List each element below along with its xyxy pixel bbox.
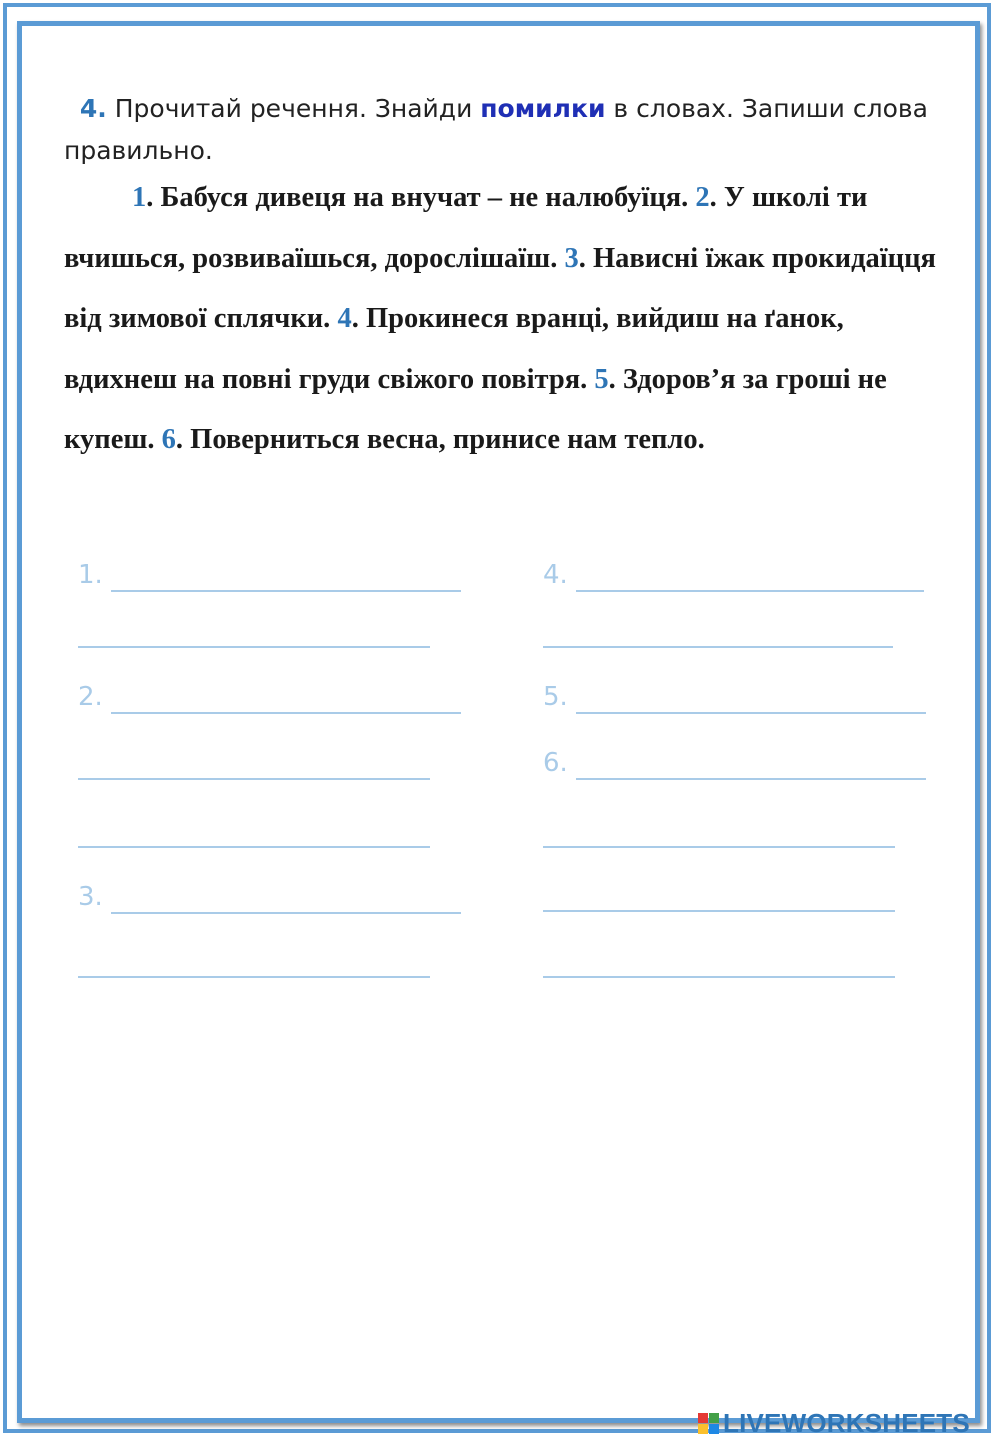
liveworksheets-logo xyxy=(698,1406,970,1440)
sentence-number: 2 xyxy=(695,182,710,213)
task-emphasis: помилки xyxy=(480,94,606,123)
answer-3 xyxy=(78,880,461,914)
sentence-text: . Поверниться весна, принисе нам тепло. xyxy=(175,424,705,455)
sentence-text: . Здоров’я за гроші не купеш. xyxy=(64,363,887,455)
answer-input-line[interactable] xyxy=(111,882,461,914)
sentence-number: 6 xyxy=(161,424,176,455)
sentence-text: . У школі ти вчишься, розвиваїшься, дорослішаїш. xyxy=(64,182,868,274)
answer-number: 3. xyxy=(78,882,103,912)
answer-2 xyxy=(78,680,461,714)
sentences-paragraph xyxy=(64,168,954,471)
answer-input-line[interactable] xyxy=(78,646,430,648)
answer-number: 4. xyxy=(543,560,568,590)
task-text-after: в словах. Запиши слова правильно. xyxy=(64,94,928,165)
task-number: 4. xyxy=(79,94,107,123)
sentence-number: 4 xyxy=(337,303,352,334)
answer-input-line[interactable] xyxy=(78,778,430,780)
sentence-text: . Бабуся дивеця на внучат – не налюбуїця. xyxy=(146,182,696,213)
answer-number: 5. xyxy=(543,682,568,712)
answer-input-line[interactable] xyxy=(543,846,895,848)
answer-input-line[interactable] xyxy=(576,748,926,780)
sentence-text: . Нависні їжак прокидаїцця від зимової сплячки. xyxy=(64,242,936,334)
liveworksheets-mark-icon xyxy=(698,1413,719,1434)
answer-number: 6. xyxy=(543,748,568,778)
answer-input-line[interactable] xyxy=(543,976,895,978)
answer-6 xyxy=(543,746,926,780)
sentence-text: . Прокинеся вранці, вийдиш на ґанок, вдихнеш на повні груди свіжого повітря. xyxy=(64,303,844,395)
answer-number: 2. xyxy=(78,682,103,712)
sentence-number: 5 xyxy=(594,363,609,395)
answer-input-line[interactable] xyxy=(543,646,893,648)
answer-input-line[interactable] xyxy=(78,976,430,978)
answer-5 xyxy=(543,680,926,714)
task-instruction xyxy=(64,88,934,172)
answer-number: 1. xyxy=(78,560,103,590)
answer-4 xyxy=(543,558,924,592)
answer-input-line[interactable] xyxy=(111,682,461,714)
answer-input-line[interactable] xyxy=(576,560,924,592)
liveworksheets-brand: LIVEWORKSHEETS xyxy=(723,1407,970,1438)
answer-input-line[interactable] xyxy=(543,910,895,912)
answer-input-line[interactable] xyxy=(78,846,430,848)
sentence-number: 3 xyxy=(564,242,579,274)
answer-1 xyxy=(78,558,461,592)
answer-input-line[interactable] xyxy=(576,682,926,714)
sentence-number: 1 xyxy=(132,182,147,213)
task-text-before: Прочитай речення. Знайди xyxy=(106,94,481,123)
answer-input-line[interactable] xyxy=(111,560,461,592)
